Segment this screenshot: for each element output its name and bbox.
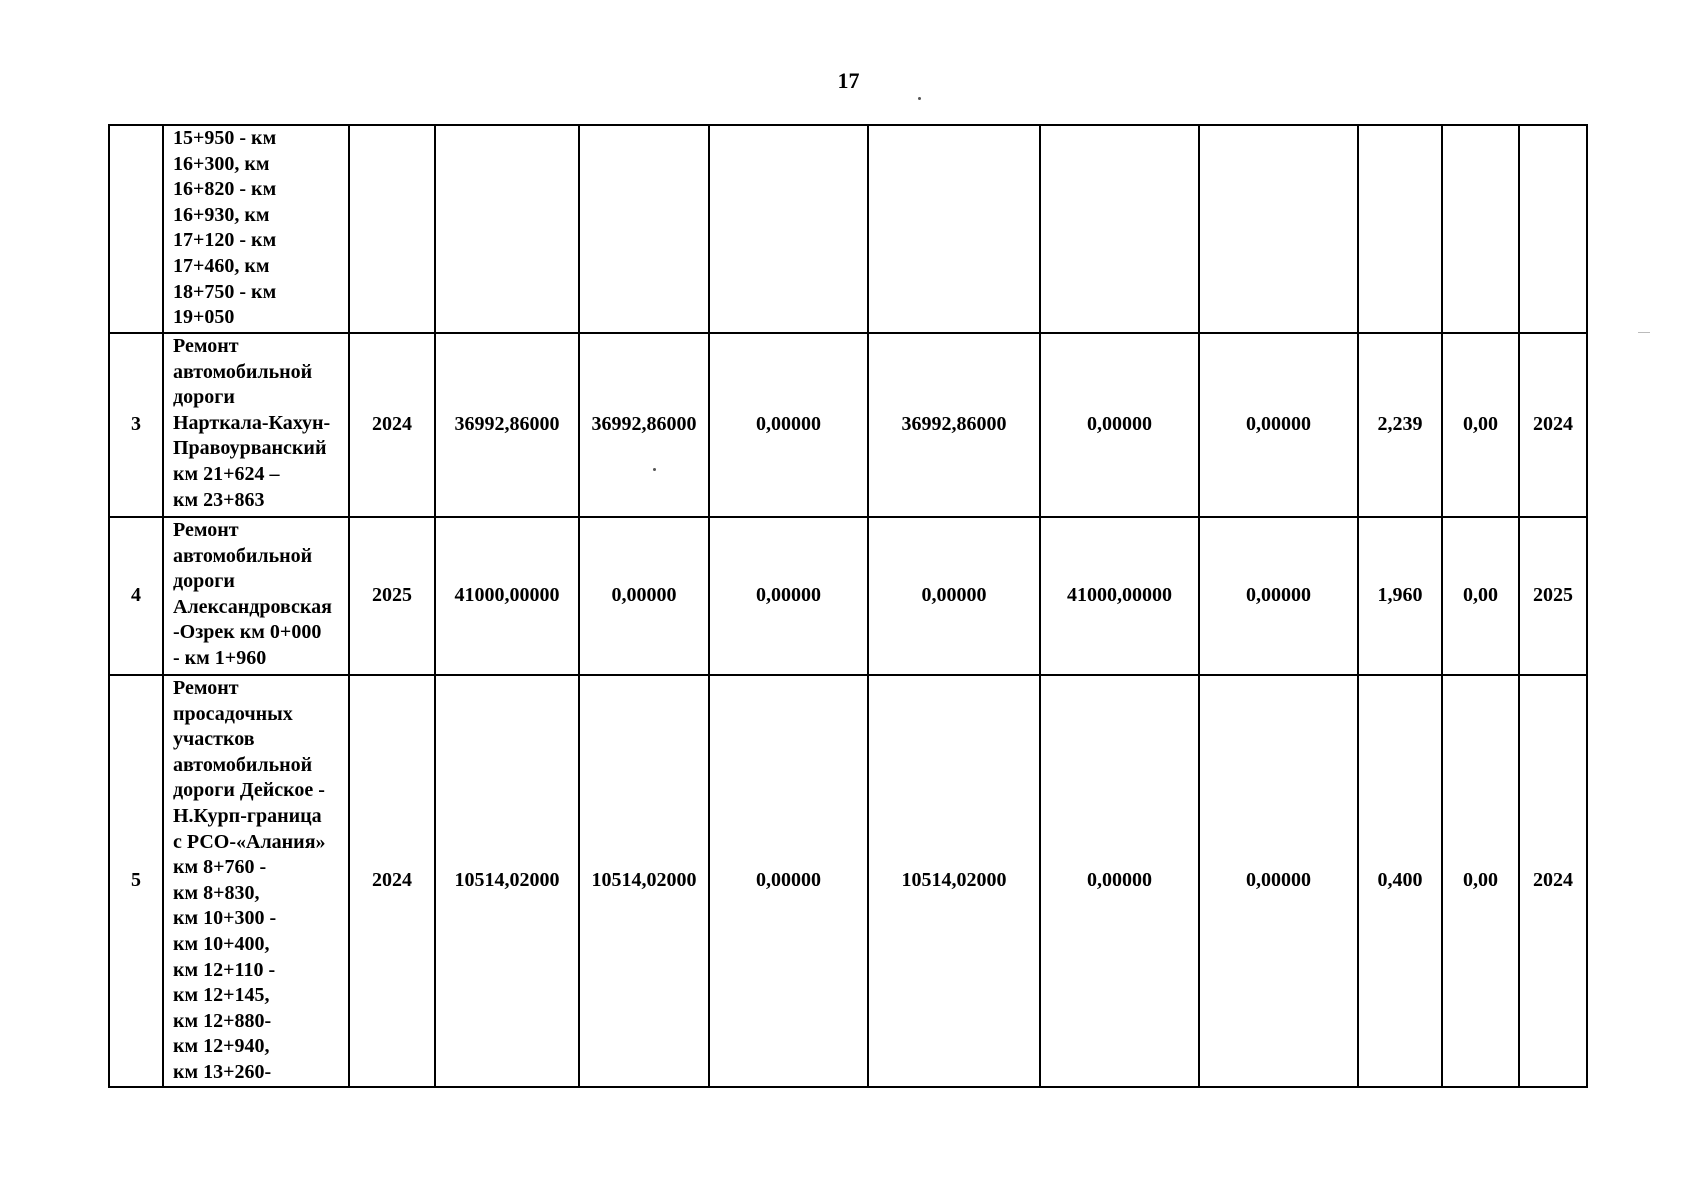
row-number-cell: 3	[109, 333, 163, 517]
value-cell: 0,00000	[1040, 333, 1199, 517]
description-line: с РСО-«Алания»	[173, 830, 326, 853]
value-cell	[1040, 125, 1199, 333]
description-line: км 12+145,	[173, 984, 270, 1007]
scan-dot	[918, 97, 921, 100]
description-line: км 12+110 -	[173, 958, 276, 981]
value-cell: 0,00000	[579, 517, 709, 675]
description-line: Александровская	[173, 595, 332, 618]
value-cell: 36992,86000	[868, 333, 1040, 517]
description-line: участков	[173, 728, 255, 751]
description-line: 16+930, км	[173, 203, 270, 226]
value-cell	[868, 125, 1040, 333]
description-line: дороги	[173, 570, 235, 593]
value-cell: 0,00000	[1199, 333, 1358, 517]
description-line: автомобильной	[173, 544, 313, 567]
value-cell	[435, 125, 579, 333]
description-line: 19+050	[173, 306, 235, 329]
description-line: км 12+880-	[173, 1009, 272, 1032]
value-cell: 10514,02000	[435, 675, 579, 1087]
description-line: -Озрек км 0+000	[173, 621, 322, 644]
description-line: 16+820 - км	[173, 178, 277, 201]
description-line: км 23+863	[173, 488, 265, 511]
description-line: Нарткала-Кахун-	[173, 411, 331, 434]
value-cell: 2024	[349, 333, 435, 517]
table-row	[109, 125, 1587, 333]
description-line: 15+950 - км	[173, 127, 277, 149]
value-cell: 2025	[1519, 517, 1587, 675]
row-number-cell: 5	[109, 675, 163, 1087]
page-number: 17	[837, 68, 860, 93]
value-cell: 10514,02000	[868, 675, 1040, 1087]
row-number-cell	[109, 125, 163, 333]
value-cell	[709, 125, 868, 333]
value-cell: 2,239	[1358, 333, 1442, 517]
description-line: дороги Дейское -	[173, 779, 325, 802]
value-cell: 0,00	[1442, 333, 1519, 517]
scan-margin-tick	[1638, 332, 1650, 333]
value-cell: 2024	[1519, 675, 1587, 1087]
value-cell: 2025	[349, 517, 435, 675]
object-description-cell	[163, 125, 349, 333]
value-cell: 0,00	[1442, 675, 1519, 1087]
object-description-cell	[163, 333, 349, 517]
value-cell: 0,400	[1358, 675, 1442, 1087]
value-cell: 0,00000	[1199, 517, 1358, 675]
description-line: Ремонт	[173, 677, 239, 699]
value-cell: 41000,00000	[1040, 517, 1199, 675]
value-cell: 2024	[1519, 333, 1587, 517]
value-cell: 0,00000	[1199, 675, 1358, 1087]
description-line: км 21+624 –	[173, 462, 280, 485]
description-line: автомобильной	[173, 360, 313, 383]
value-cell	[1199, 125, 1358, 333]
value-cell	[1519, 125, 1587, 333]
value-cell	[1442, 125, 1519, 333]
description-line: км 13+260-	[173, 1060, 272, 1083]
value-cell: 0,00000	[709, 675, 868, 1087]
description-line: 17+120 - км	[173, 229, 277, 252]
row-number-cell: 4	[109, 517, 163, 675]
road-repair-table	[108, 124, 1588, 1088]
value-cell: 0,00000	[1040, 675, 1199, 1087]
description-line: км 8+760 -	[173, 856, 267, 879]
table-row	[109, 517, 1587, 675]
description-line: - км 1+960	[173, 646, 267, 669]
description-line: Правоурванский	[173, 437, 327, 460]
value-cell	[349, 125, 435, 333]
table-body	[109, 125, 1587, 1087]
object-description-cell	[163, 517, 349, 675]
value-cell: 0,00	[1442, 517, 1519, 675]
description-line: км 10+300 -	[173, 907, 277, 930]
description-line: 16+300, км	[173, 152, 270, 175]
value-cell: 10514,02000	[579, 675, 709, 1087]
value-cell: 0,00000	[709, 517, 868, 675]
value-cell: 36992,86000	[435, 333, 579, 517]
scan-dot	[653, 468, 656, 471]
description-line: просадочных	[173, 702, 293, 725]
description-line: Ремонт	[173, 519, 239, 541]
value-cell: 41000,00000	[435, 517, 579, 675]
value-cell: 2024	[349, 675, 435, 1087]
description-line: Н.Курп-граница	[173, 804, 322, 827]
description-line: км 8+830,	[173, 881, 260, 904]
value-cell	[1358, 125, 1442, 333]
description-line: км 12+940,	[173, 1035, 270, 1058]
table-row	[109, 333, 1587, 517]
description-line: дороги	[173, 386, 235, 409]
description-line: 17+460, км	[173, 254, 270, 277]
value-cell: 1,960	[1358, 517, 1442, 675]
value-cell: 36992,86000	[579, 333, 709, 517]
description-line: автомобильной	[173, 753, 313, 776]
description-line: 18+750 - км	[173, 280, 277, 303]
value-cell: 0,00000	[709, 333, 868, 517]
table-row	[109, 675, 1587, 1087]
value-cell: 0,00000	[868, 517, 1040, 675]
value-cell	[579, 125, 709, 333]
object-description-cell	[163, 675, 349, 1087]
description-line: Ремонт	[173, 335, 239, 357]
description-line: км 10+400,	[173, 932, 270, 955]
